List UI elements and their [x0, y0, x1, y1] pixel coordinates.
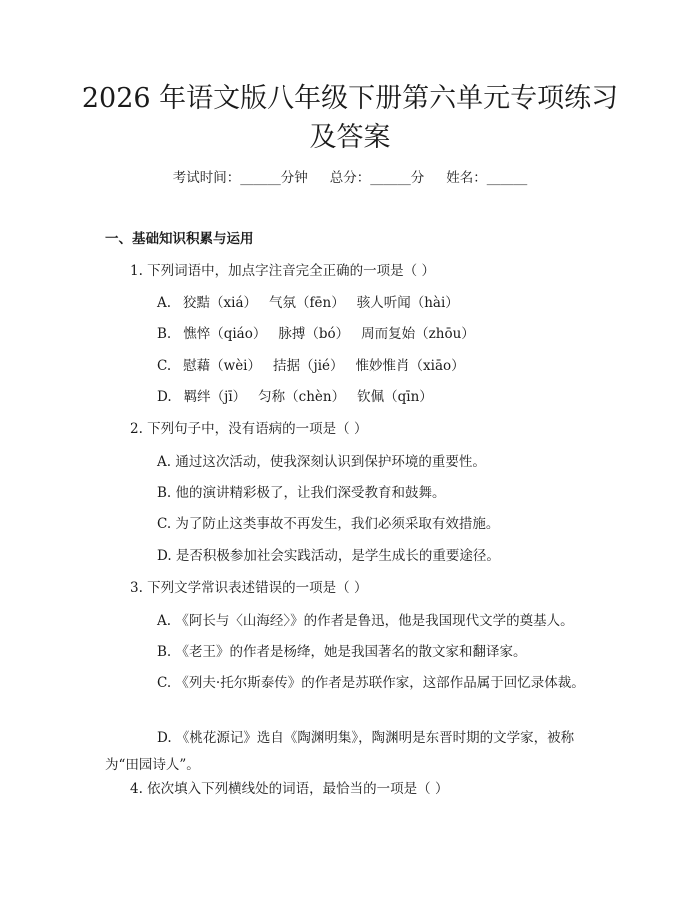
exam-time-field: 考试时间：______分钟 [172, 170, 308, 186]
question-3-stem: 3. 下列文学常识表述错误的一项是（ ） [130, 580, 368, 596]
section-heading: 一、基础知识积累与运用 [105, 231, 254, 247]
question-2-option-d: D. 是否积极参加社会实践活动，是学生成长的重要途径。 [157, 548, 500, 564]
question-1-option-c [157, 356, 477, 376]
total-score-field: 总分：______分 [329, 170, 425, 186]
option-word: 气氛（fēn） [269, 295, 345, 311]
option-word: 羁绊（jī） [183, 389, 247, 405]
option-word: 脉搏（bó） [278, 326, 350, 342]
option-letter: D. [157, 389, 172, 405]
question-3-option-b: B. 《老王》的作者是杨绛，她是我国著名的散文家和翻译家。 [157, 644, 527, 660]
page-title: 2026 年语文版八年级下册第六单元专项练习 [81, 83, 619, 114]
option-letter: B. [157, 326, 172, 342]
option-word: 拮据（jié） [273, 358, 344, 374]
exam-meta [0, 168, 700, 188]
question-3-option-a: A. 《阿长与〈山海经〉》的作者是鲁迅，他是我国现代文学的奠基人。 [157, 613, 574, 629]
option-word: 惟妙惟肖（xiāo） [355, 358, 465, 374]
option-letter: A. [157, 295, 172, 311]
question-3-option-c: C. 《列夫·托尔斯泰传》的作者是苏联作家，这部作品属于回忆录体裁。 [157, 675, 585, 691]
question-2-stem: 2. 下列句子中，没有语病的一项是（ ） [130, 421, 368, 437]
question-1-option-b [157, 324, 487, 344]
option-word: 骇人听闻（hài） [356, 295, 459, 311]
option-word: 周而复始（zhōu） [361, 326, 475, 342]
option-letter: C. [157, 358, 172, 374]
question-4-stem: 4. 依次填入下列横线处的词语，最恰当的一项是（ ） [130, 781, 449, 797]
option-word: 慰藉（wèi） [183, 358, 262, 374]
option-word: 匀称（chèn） [258, 389, 346, 405]
question-1-option-d [157, 387, 445, 407]
question-1-option-a [157, 293, 471, 313]
question-1-stem: 1. 下列词语中，加点字注音完全正确的一项是（ ） [130, 263, 435, 279]
question-2-option-c: C. 为了防止这类事故不再发生，我们必须采取有效措施。 [157, 516, 500, 532]
page-title-continued: 及答案 [309, 122, 391, 153]
option-word: 憔悴（qiáo） [183, 326, 267, 342]
student-name-field: 姓名：______ [446, 170, 528, 186]
question-2-option-b: B. 他的演讲精彩极了，让我们深受教育和鼓舞。 [157, 485, 446, 501]
question-2-option-a: A. 通过这次活动，使我深刻认识到保护环境的重要性。 [157, 454, 486, 470]
question-3-option-d: D. 《桃花源记》选自《陶渊明集》，陶渊明是东晋时期的文学家，被称为“田园诗人”。 [105, 730, 575, 773]
option-word: 钦佩（qīn） [357, 389, 433, 405]
option-word: 狡黠（xiá） [183, 295, 258, 311]
